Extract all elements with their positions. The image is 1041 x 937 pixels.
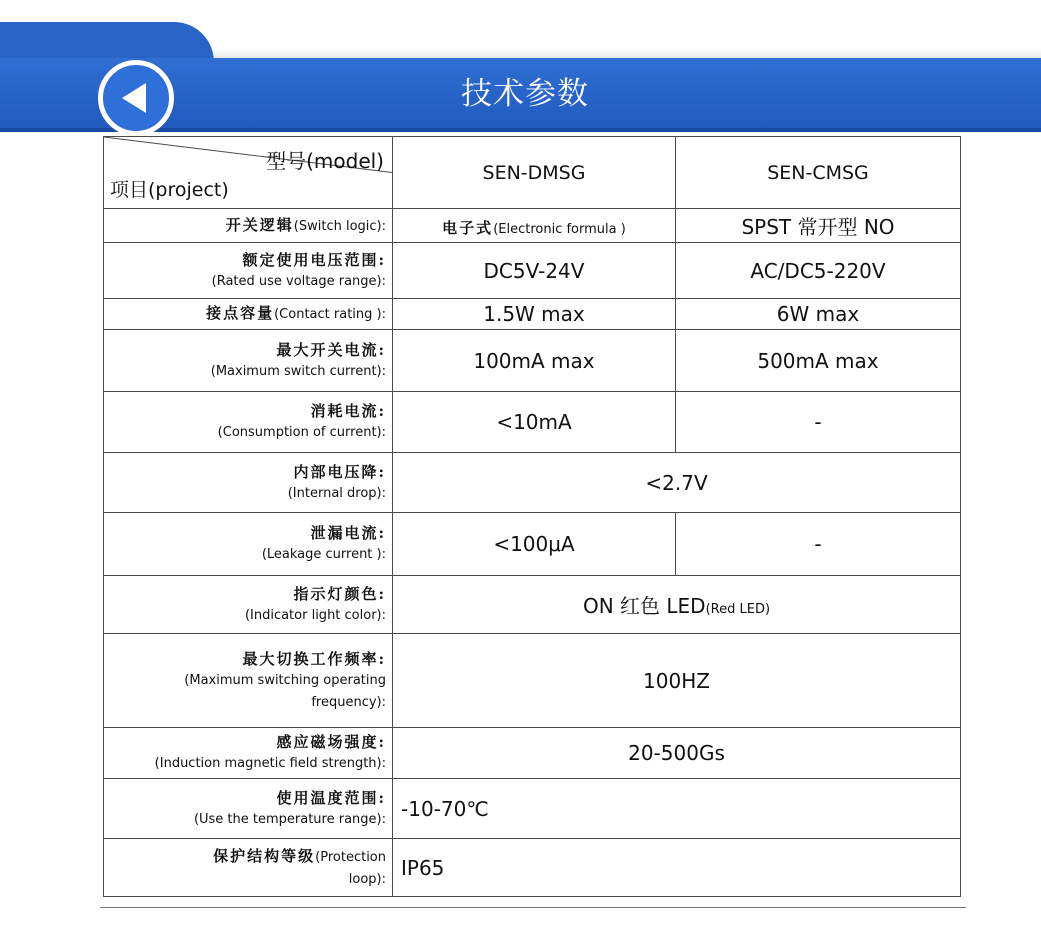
row-label: 感应磁场强度: (Induction magnetic field strength):	[104, 728, 393, 779]
switch-logic-value-1: 电子式(Electronic formula )	[393, 209, 676, 243]
consumption-current-value-1: <10mA	[393, 392, 676, 453]
max-switching-freq-value: 100HZ	[393, 634, 961, 728]
rated-voltage-value-1: DC5V-24V	[393, 243, 676, 299]
contact-rating-value-2: 6W max	[676, 299, 961, 330]
bottom-rule	[100, 907, 966, 908]
table-row	[104, 513, 961, 576]
switch-logic-value-2: SPST 常开型 NO	[676, 209, 961, 243]
row-label: 最大切换工作频率: (Maximum switching operating frequency):	[104, 634, 393, 728]
contact-rating-value-1: 1.5W max	[393, 299, 676, 330]
rated-voltage-value-2: AC/DC5-220V	[676, 243, 961, 299]
header-corner-cell	[104, 137, 393, 209]
row-label: 保护结构等级(Protection loop):	[104, 839, 393, 897]
table-header-row	[104, 137, 961, 209]
spec-table	[103, 136, 961, 897]
table-row	[104, 299, 961, 330]
row-label: 最大开关电流: (Maximum switch current):	[104, 330, 393, 392]
back-button[interactable]	[98, 60, 174, 136]
max-switch-current-value-1: 100mA max	[393, 330, 676, 392]
leakage-current-value-1: <100μA	[393, 513, 676, 576]
row-label: 开关逻辑(Switch logic):	[104, 209, 393, 243]
table-row	[104, 576, 961, 634]
row-label: 指示灯颜色: (Indicator light color):	[104, 576, 393, 634]
table-row	[104, 392, 961, 453]
max-switch-current-value-2: 500mA max	[676, 330, 961, 392]
table-row	[104, 728, 961, 779]
row-label: 额定使用电压范围: (Rated use voltage range):	[104, 243, 393, 299]
project-header-label: 项目(project)	[110, 179, 229, 201]
protection-value: IP65	[393, 839, 961, 897]
table-row	[104, 243, 961, 299]
table-row	[104, 330, 961, 392]
row-label: 消耗电流: (Consumption of current):	[104, 392, 393, 453]
indicator-color-value: ON 红色 LED(Red LED)	[393, 576, 961, 634]
table-row	[104, 634, 961, 728]
table-row	[104, 839, 961, 897]
internal-drop-value: <2.7V	[393, 453, 961, 513]
row-label: 内部电压降: (Internal drop):	[104, 453, 393, 513]
leakage-current-value-2: -	[676, 513, 961, 576]
model-header-label: 型号(model)	[266, 149, 384, 173]
row-label: 接点容量(Contact rating ):	[104, 299, 393, 330]
temperature-value: -10-70℃	[393, 779, 961, 839]
page-title: 技术参数	[461, 76, 589, 112]
back-arrow-icon	[122, 83, 146, 113]
table-row	[104, 209, 961, 243]
consumption-current-value-2: -	[676, 392, 961, 453]
table-row	[104, 779, 961, 839]
model-col1-header: SEN-DMSG	[393, 137, 676, 209]
induction-field-value: 20-500Gs	[393, 728, 961, 779]
model-col2-header: SEN-CMSG	[676, 137, 961, 209]
row-label: 使用温度范围: (Use the temperature range):	[104, 779, 393, 839]
row-label: 泄漏电流: (Leakage current ):	[104, 513, 393, 576]
table-row	[104, 453, 961, 513]
